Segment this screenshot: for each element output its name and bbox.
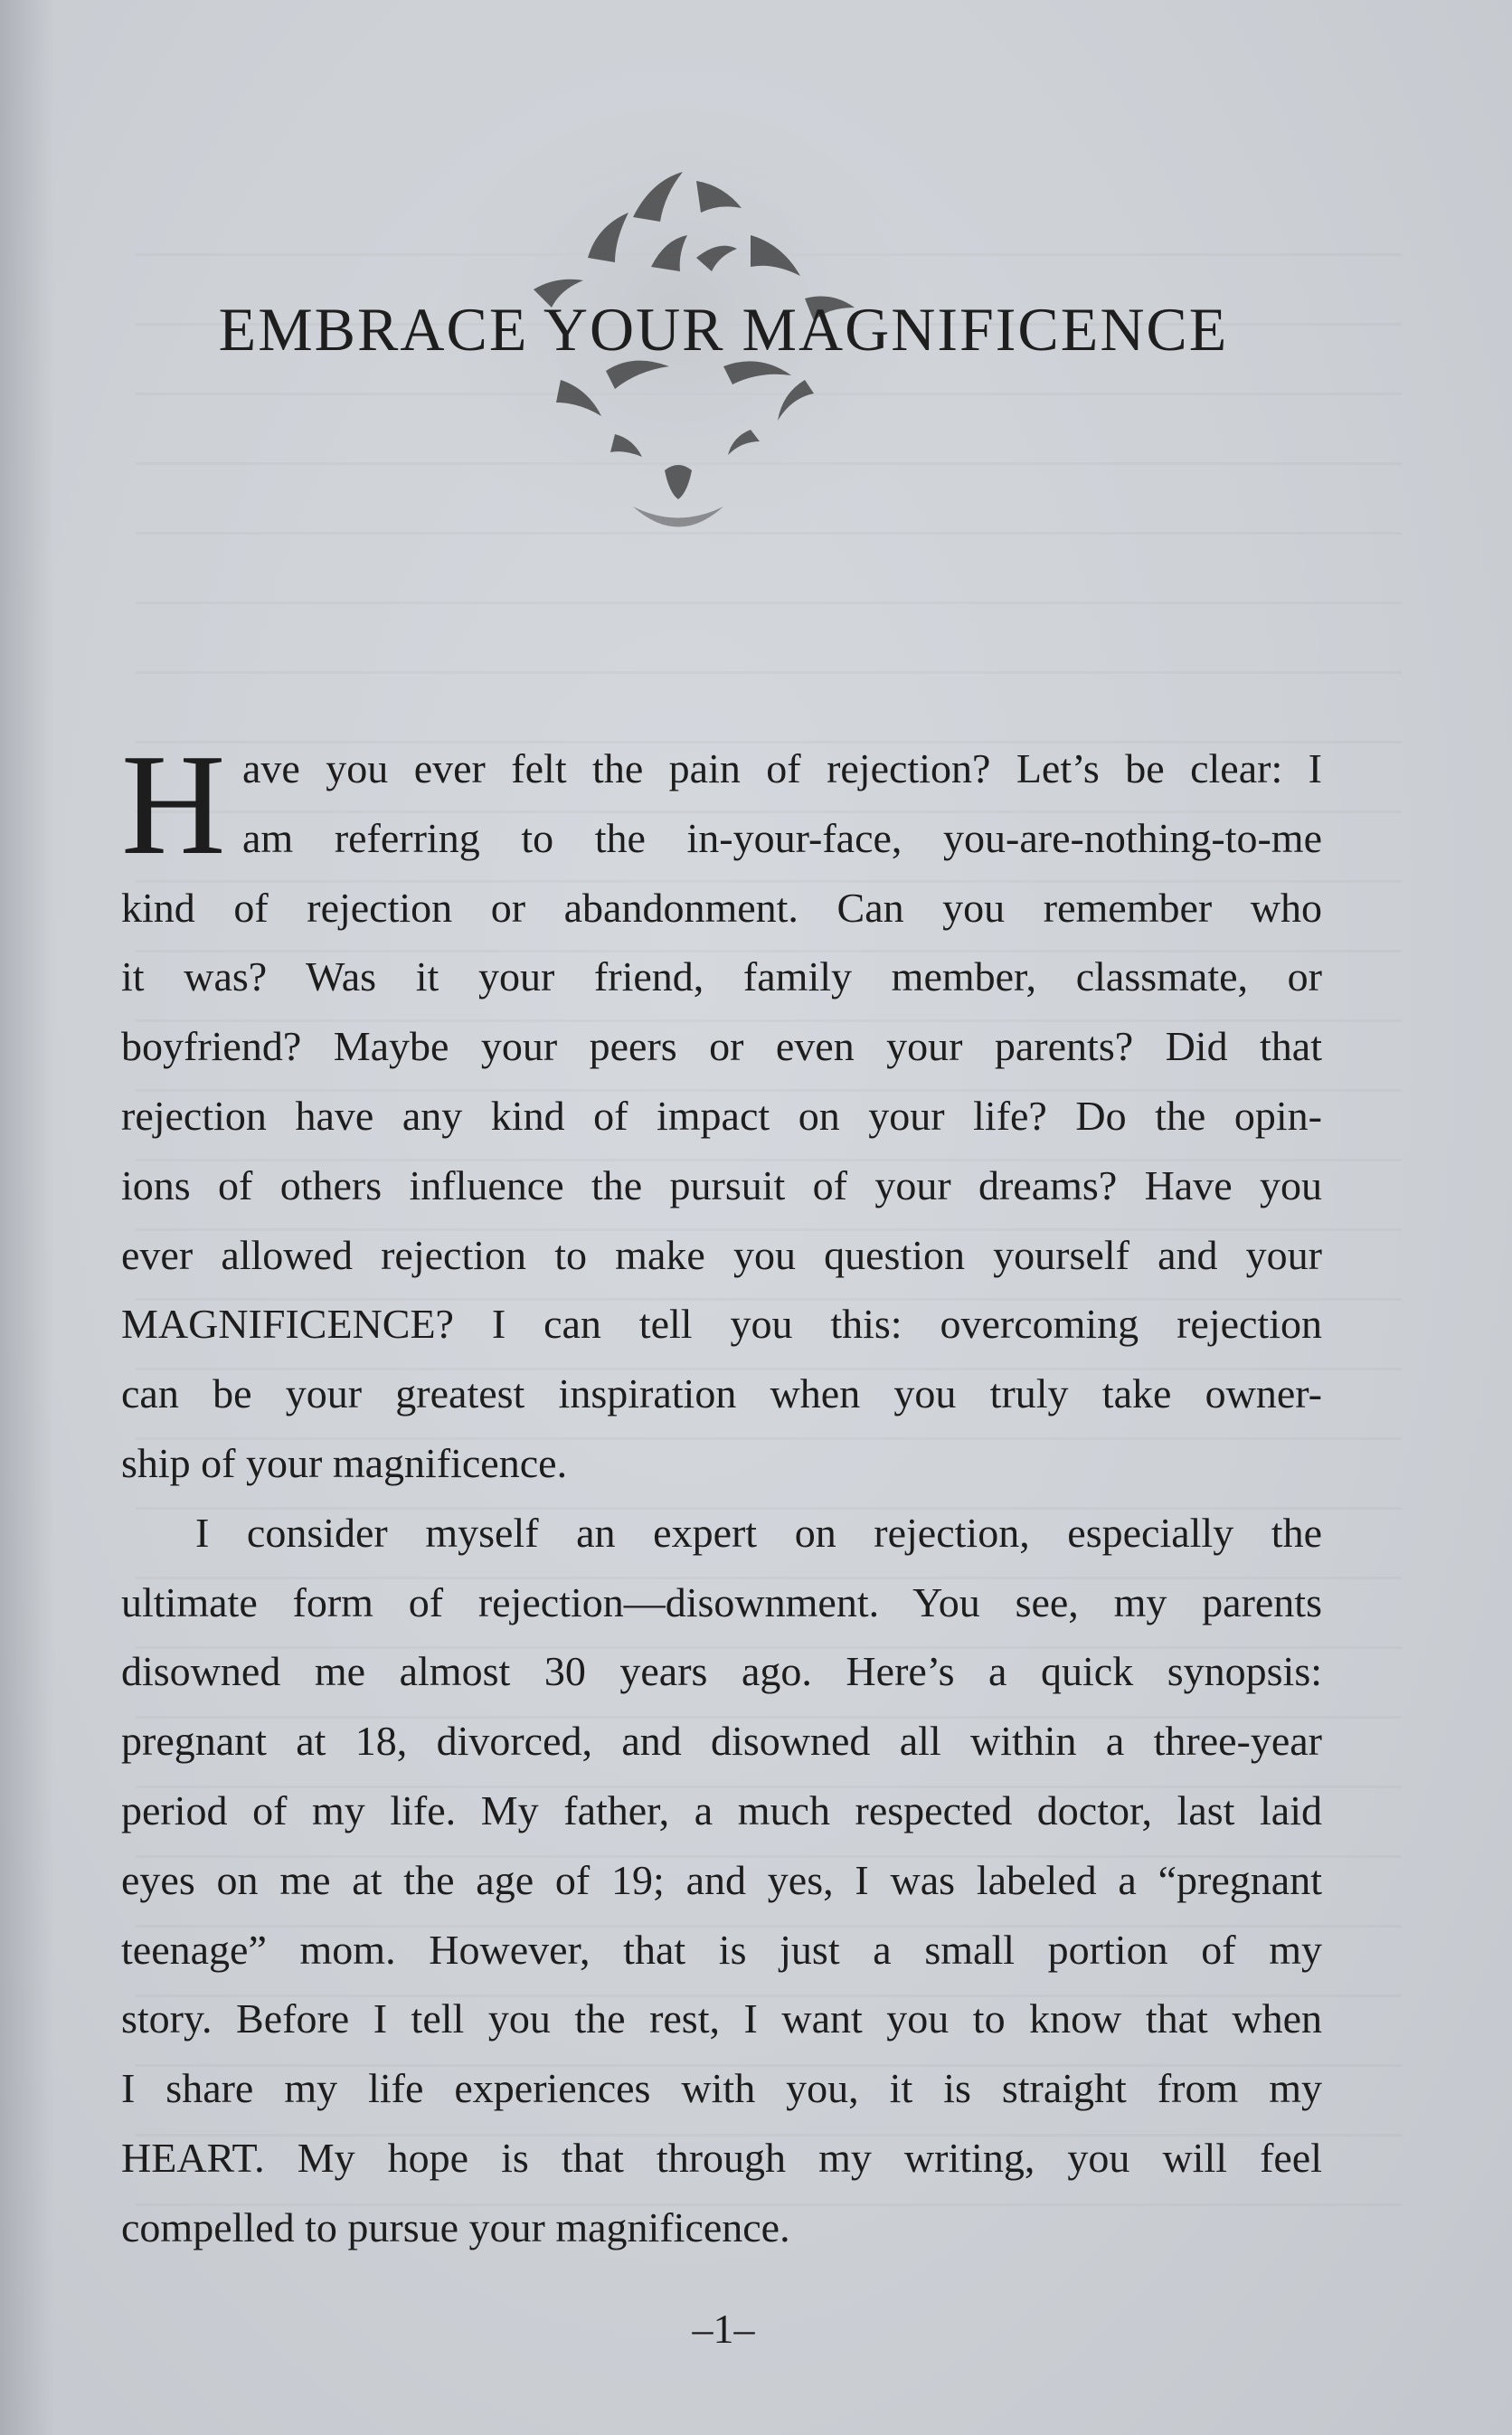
text-line: ave you ever felt the pain of rejection? Let’s be clear: I <box>242 745 1322 791</box>
text-line: pregnant at 18, divorced, and disowned all within a three-year <box>121 1718 1322 1765</box>
text-line: MAGNIFICENCE? I can tell you this: overcoming rejection <box>121 1301 1322 1348</box>
text-line: compelled to pursue your magnificence. <box>121 2203 790 2250</box>
text-line: it was? Was it your friend, family member, classmate, or <box>121 953 1322 1000</box>
text-line: ions of others influence the pursuit of your dreams? Have you <box>121 1161 1322 1208</box>
drop-cap: H <box>121 724 226 885</box>
paragraph-1 <box>121 724 1322 1499</box>
text-line: kind of rejection or abandonment. Can you remember who <box>121 884 1322 931</box>
text-line: ship of your magnificence. <box>121 1439 568 1486</box>
text-line: story. Before I tell you the rest, I want you to know that when <box>121 1995 1322 2042</box>
page-number: –1– <box>692 2306 755 2352</box>
text-line: disowned me almost 30 years ago. Here’s a quick synopsis: <box>121 1648 1322 1695</box>
text-line: rejection have any kind of impact on your life? Do the opin- <box>121 1092 1322 1139</box>
text-line: am referring to the in-your-face, you-are-nothing-to-me <box>242 814 1322 861</box>
text-line: eyes on me at the age of 19; and yes, I was labeled a “pregnant <box>121 1856 1322 1903</box>
text-line: can be your greatest inspiration when you truly take owner- <box>121 1370 1322 1417</box>
text-line: I consider myself an expert on rejection, especially the <box>195 1509 1322 1556</box>
text-line: ever allowed rejection to make you question yourself and your <box>121 1231 1322 1278</box>
text-line: teenage” mom. However, that is just a small portion of my <box>121 1926 1322 1973</box>
text-line: I share my life experiences with you, it is straight from my <box>121 2065 1322 2112</box>
text-line: period of my life. My father, a much respected doctor, last laid <box>121 1786 1322 1833</box>
text-line: HEART. My hope is that through my writing, you will feel <box>121 2134 1322 2181</box>
chapter-title: EMBRACE YOUR MAGNIFICENCE <box>218 295 1229 364</box>
text-line: ultimate form of rejection—disownment. You see, my parents <box>121 1578 1322 1625</box>
text-line: boyfriend? Maybe your peers or even your parents? Did that <box>121 1023 1322 1070</box>
paragraph-2 <box>121 1499 1322 2263</box>
body-text <box>121 724 1322 2263</box>
